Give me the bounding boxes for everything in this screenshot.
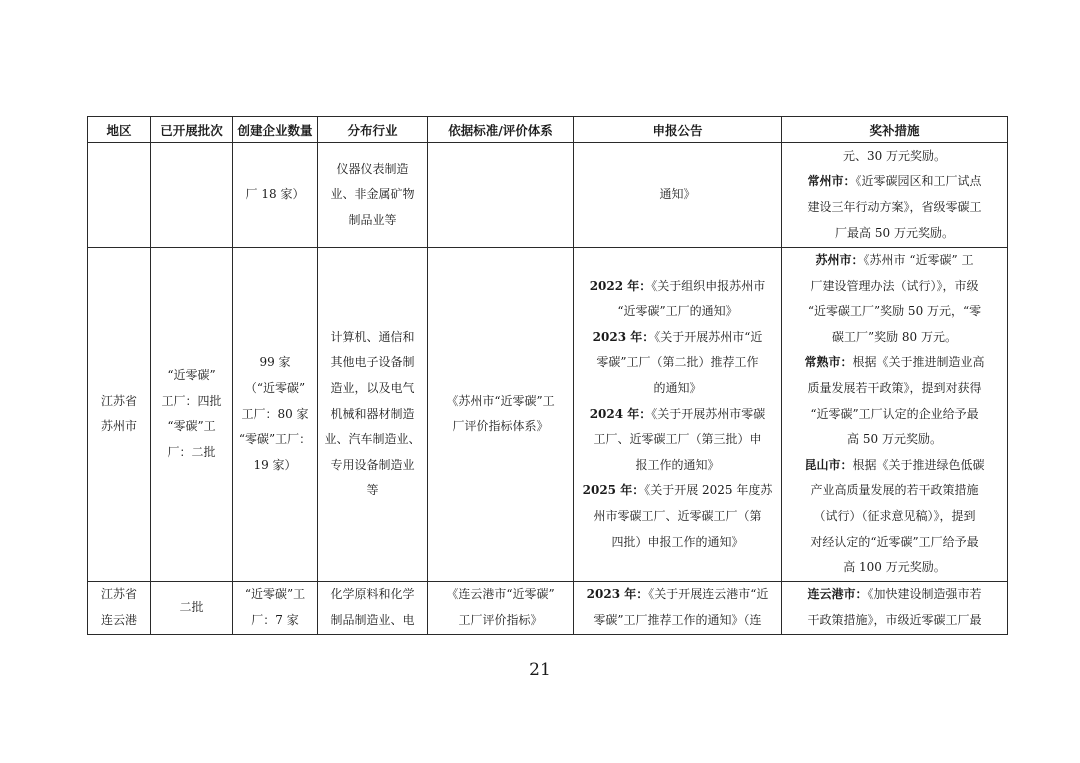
line-text: 碳工厂”奖励 80 万元。	[831, 329, 958, 344]
line-text: 报工作的通知》	[635, 457, 720, 472]
table-row	[88, 143, 1008, 248]
cell-line	[786, 376, 1003, 402]
cell-batches	[151, 581, 233, 634]
cell-line	[786, 608, 1003, 634]
header-standard: 依据标准/评价体系	[428, 117, 574, 143]
cell-line	[786, 144, 1003, 170]
cell-reward	[782, 248, 1008, 582]
cell-line: 厂：7 家	[251, 612, 299, 627]
cell-notice	[574, 581, 782, 634]
cell-industry	[318, 143, 428, 248]
cell-line	[786, 195, 1003, 221]
cell-company-count	[233, 581, 318, 634]
cell-line	[578, 182, 777, 208]
cell-company-count	[233, 143, 318, 248]
header-batches: 已开展批次	[151, 117, 233, 143]
cell-line: 业、汽车制造业、	[324, 432, 421, 447]
cell-region	[88, 581, 151, 634]
cell-line: （“近零碳”	[244, 380, 306, 395]
cell-line	[578, 402, 777, 428]
cell-line: 其他电子设备制	[330, 355, 415, 370]
table-header-row	[88, 117, 1008, 143]
cell-line: 仪器仪表制造	[336, 161, 409, 176]
cell-line	[578, 427, 777, 453]
cell-line: 等	[366, 483, 379, 498]
cell-notice	[574, 248, 782, 582]
cell-line: 《连云港市“近零碳”	[446, 587, 555, 602]
header-company-count: 创建企业数量	[233, 117, 318, 143]
cell-industry	[318, 581, 428, 634]
cell-region	[88, 248, 151, 582]
line-text: 的通知》	[653, 380, 702, 395]
table-row	[88, 581, 1008, 634]
header-industry: 分布行业	[318, 117, 428, 143]
table-row	[88, 248, 1008, 582]
cell-line	[578, 504, 777, 530]
cell-line	[786, 427, 1003, 453]
cell-line: 业、非金属矿物	[330, 187, 415, 202]
line-text: 元、30 万元奖励。	[842, 148, 947, 163]
cell-line	[578, 530, 777, 556]
cell-standard	[428, 581, 574, 634]
line-label: 常州市：	[807, 174, 856, 189]
line-text: “近零碳工厂”奖励 50 万元，“零	[807, 304, 982, 319]
line-text: 零碳”工厂（第二批）推荐工作	[596, 355, 759, 370]
cell-line	[786, 453, 1003, 479]
cell-line: 《苏州市“近零碳”工	[446, 393, 555, 408]
cell-line	[786, 555, 1003, 581]
page-number: 21	[529, 660, 551, 680]
cell-line	[786, 504, 1003, 530]
line-text: 高 100 万元奖励。	[843, 560, 946, 575]
cell-line	[578, 299, 777, 325]
cell-line	[578, 274, 777, 300]
cell-batches	[151, 143, 233, 248]
cell-line: 厂 18 家）	[245, 187, 305, 202]
cell-notice	[574, 143, 782, 248]
line-text: 《关于开展苏州市零碳	[651, 406, 766, 421]
cell-industry	[318, 248, 428, 582]
line-text: 《关于开展连云港市“近	[648, 587, 769, 602]
cell-line: 苏州市	[100, 419, 137, 434]
line-text: 《苏州市 “近零碳” 工	[863, 253, 974, 267]
cell-line	[578, 376, 777, 402]
cell-line: “近零碳”工	[244, 587, 306, 602]
cell-line: 制品业等	[348, 212, 397, 227]
line-text: 《关于组织申报苏州市	[651, 278, 766, 293]
line-text: 《近零碳园区和工厂试点	[855, 174, 982, 189]
cell-line	[786, 299, 1003, 325]
line-text: 《加快建设制造强市若	[867, 587, 982, 602]
cell-line: 厂评价指标体系》	[452, 419, 549, 434]
cell-line: 99 家	[259, 355, 291, 370]
cell-line: “零碳”工	[167, 419, 216, 434]
cell-line: 制品制造业、电	[330, 612, 415, 627]
line-label: 2025 年：	[582, 483, 645, 498]
cell-line	[578, 325, 777, 351]
cell-line	[786, 248, 1003, 274]
cell-line	[578, 582, 777, 608]
header-notice: 申报公告	[574, 117, 782, 143]
cell-standard	[428, 248, 574, 582]
line-text: 厂最高 50 万元奖励。	[835, 225, 954, 240]
line-text: 根据《关于推进制造业高	[852, 355, 985, 370]
line-text: 工厂、近零碳工厂（第三批）申	[593, 432, 762, 447]
cell-reward	[782, 143, 1008, 248]
cell-line: 厂：二批	[167, 444, 216, 459]
cell-region	[88, 143, 151, 248]
cell-reward	[782, 581, 1008, 634]
line-text: 产业高质量发展的若干政策措施	[810, 483, 979, 498]
line-text: “近零碳”工厂认定的企业给予最	[810, 406, 979, 421]
line-label: 2024 年：	[589, 406, 652, 421]
cell-company-count	[233, 248, 318, 582]
line-text: 干政策措施》，市级近零碳工厂最	[807, 612, 982, 627]
cell-line	[786, 221, 1003, 247]
line-label: 苏州市：	[815, 253, 864, 267]
cell-line: 化学原料和化学	[330, 587, 415, 602]
header-region: 地区	[88, 117, 151, 143]
cell-standard	[428, 143, 574, 248]
line-text: 《关于开展苏州市“近	[654, 329, 763, 344]
line-text: 根据《关于推进绿色低碳	[852, 457, 985, 472]
line-text: 《关于开展 2025 年度苏	[644, 483, 773, 498]
cell-line: 工厂：四批	[161, 393, 222, 408]
cell-line: 机械和器材制造	[330, 406, 415, 421]
cell-line	[786, 350, 1003, 376]
cell-line: 专用设备制造业	[330, 457, 415, 472]
cell-line: 江苏省	[100, 587, 137, 602]
cell-line	[578, 453, 777, 479]
cell-line: “零碳”工厂：	[238, 432, 312, 447]
cell-line	[786, 274, 1003, 300]
cell-line	[786, 169, 1003, 195]
line-text: 建设三年行动方案》，省级零碳工	[807, 200, 982, 214]
line-label: 昆山市：	[804, 457, 853, 472]
cell-line: 计算机、通信和	[330, 329, 415, 344]
line-label: 2022 年：	[589, 278, 652, 293]
line-text: （试行）（征求意见稿）》，提到	[813, 508, 976, 523]
line-text: 高 50 万元奖励。	[847, 432, 942, 447]
line-text: “近零碳”工厂的通知》	[617, 304, 738, 319]
line-text: 对经认定的“近零碳”工厂给予最	[810, 534, 979, 549]
cell-line: 工厂：80 家	[241, 406, 309, 421]
line-text: 零碳”工厂推荐工作的通知》（连	[593, 612, 762, 627]
line-text: 通知》	[659, 187, 696, 202]
cell-line	[786, 530, 1003, 556]
cell-line: 连云港	[100, 612, 137, 627]
cell-line	[786, 582, 1003, 608]
line-text: 州市零碳工厂、近零碳工厂（第	[593, 508, 762, 523]
cell-line: 19 家）	[253, 457, 297, 472]
cell-line	[578, 350, 777, 376]
policy-table	[87, 116, 1008, 635]
header-reward: 奖补措施	[782, 117, 1008, 143]
cell-line	[786, 478, 1003, 504]
cell-line	[578, 478, 777, 504]
cell-line: 江苏省	[100, 393, 137, 408]
cell-line: “近零碳”	[167, 368, 216, 383]
line-text: 厂建设管理办法（试行）》，市级	[810, 278, 979, 293]
cell-line	[578, 608, 777, 634]
line-label: 常熟市：	[804, 355, 853, 370]
cell-line: 二批	[179, 599, 204, 614]
line-label: 连云港市：	[807, 587, 868, 602]
line-text: 质量发展若干政策》，提到对获得	[807, 380, 982, 395]
cell-line	[786, 325, 1003, 351]
cell-batches	[151, 248, 233, 582]
cell-line: 造业，以及电气	[330, 380, 415, 395]
line-label: 2023 年：	[586, 587, 649, 602]
cell-line	[786, 402, 1003, 428]
line-text: 四批）申报工作的通知》	[611, 534, 744, 549]
line-label: 2023 年：	[592, 329, 655, 344]
cell-line: 工厂评价指标》	[458, 612, 543, 627]
